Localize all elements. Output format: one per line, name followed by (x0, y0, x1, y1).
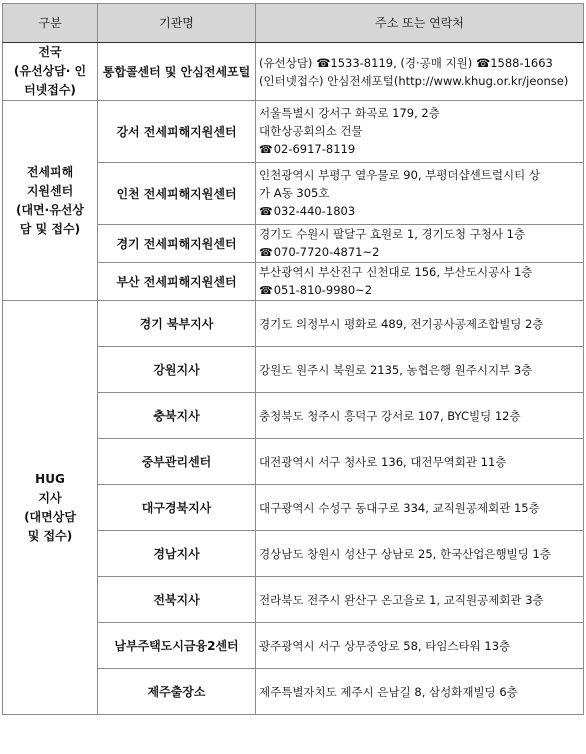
organization-name: 인천 전세피해지원센터 (98, 163, 256, 225)
organization-name: 전북지사 (98, 577, 256, 623)
category-line: 지사 (38, 490, 62, 505)
address-line: 강원도 원주시 북원로 2135, 농협은행 원주시지부 3층 (259, 362, 533, 377)
header-category: 구분 (3, 4, 98, 43)
address-contact-cell (256, 485, 584, 531)
address-contact-cell (256, 347, 584, 393)
category-cell (3, 301, 98, 715)
category-line: 터넷접수) (24, 83, 76, 97)
phone-icon: ☎ (259, 205, 273, 218)
table-row (3, 301, 584, 347)
address-contact-cell (256, 43, 584, 101)
organization-name: 제주출장소 (98, 669, 256, 715)
category-line: 지원센터 (26, 183, 74, 198)
organization-name: 강원지사 (98, 347, 256, 393)
address-line: 제주특별자치도 제주시 은남길 8, 삼성화재빌딩 6층 (259, 684, 518, 699)
address-line: 서울특별시 강서구 화곡로 179, 2층 (259, 106, 440, 120)
address-line: 전라북도 전주시 완산구 온고을로 1, 교직원공제회관 3층 (259, 592, 544, 607)
address-contact-cell (256, 439, 584, 485)
phone-number: 032-440-1803 (273, 204, 356, 218)
category-line: 담 및 접수) (19, 221, 81, 236)
phone-icon: ☎ (259, 143, 273, 156)
category-line: 전세피해 (26, 164, 74, 179)
phone-number: 070-7720-4871~2 (273, 245, 380, 259)
address-contact-cell (256, 531, 584, 577)
address-line: 광주광역시 서구 상무중앙로 58, 타임스타워 13층 (259, 638, 511, 653)
address-contact-cell (256, 225, 584, 263)
table-row (3, 101, 584, 163)
phone-line (259, 281, 580, 300)
organization-name: 중부관리센터 (98, 439, 256, 485)
organization-name: 남부주택도시금융2센터 (98, 623, 256, 669)
address-line: 인천광역시 부평구 열우물로 90, 부평더샵센트럴시티 상 (259, 168, 540, 182)
address-contact-cell (256, 577, 584, 623)
address-contact-cell (256, 163, 584, 225)
table-body (3, 43, 584, 715)
category-line: (대면상담 (24, 509, 76, 524)
address-line: 가 A동 305호 (259, 186, 330, 200)
address-contact-cell (256, 393, 584, 439)
organization-name: 대구경북지사 (98, 485, 256, 531)
phone-icon: ☎ (259, 284, 273, 297)
address-contact-cell (256, 301, 584, 347)
address-line: 대구광역시 수성구 동대구로 334, 교직원공제회관 15층 (259, 500, 540, 515)
address-line: 경기도 수원시 팔달구 효원로 1, 경기도청 구청사 1층 (259, 227, 526, 241)
address-line: 경기도 의정부시 평화로 489, 전기공사공제조합빌딩 2층 (259, 316, 544, 331)
address-line: (인터넷접수) 안심전세포털(http://www.khug.or.kr/jeonse) (259, 73, 569, 88)
phone-number: 051-810-9980~2 (273, 283, 373, 297)
category-line: 전국 (38, 45, 62, 59)
address-contact-cell (256, 263, 584, 301)
address-line: 충청북도 청주시 흥덕구 강서로 107, BYC빌딩 12층 (259, 408, 521, 423)
phone-line (259, 202, 580, 221)
table-row (3, 43, 584, 101)
header-organization: 기관명 (98, 4, 256, 43)
header-address-contact: 주소 또는 연락처 (256, 4, 584, 43)
table-header-row (3, 4, 584, 43)
phone-number: 02-6917-8119 (273, 142, 356, 156)
organization-name: 충북지사 (98, 393, 256, 439)
phone-line (259, 243, 580, 262)
address-line: 경상남도 창원시 성산구 상남로 25, 한국산업은행빌딩 1층 (259, 546, 551, 561)
address-line: 부산광역시 부산진구 신천대로 156, 부산도시공사 1층 (259, 265, 533, 279)
category-line: 및 접수) (27, 528, 73, 543)
address-line: 대한상공회의소 건물 (259, 124, 363, 138)
organization-name: 경기 전세피해지원센터 (98, 225, 256, 263)
address-line: 대전광역시 서구 청사로 136, 대전무역회관 11층 (259, 454, 507, 469)
address-contact-cell (256, 101, 584, 163)
phone-line (259, 140, 580, 159)
organization-name: 강서 전세피해지원센터 (98, 101, 256, 163)
phone-icon: ☎ (259, 246, 273, 259)
organization-name: 경기 북부지사 (98, 301, 256, 347)
category-cell (3, 43, 98, 101)
category-line: (대면·유선상 (15, 202, 84, 217)
address-line: (유선상담) ☎1533-8119, (경·공매 지원) ☎1588-1663 (259, 55, 553, 70)
category-line: HUG (35, 471, 65, 486)
category-cell (3, 101, 98, 301)
organization-name: 통합콜센터 및 안심전세포털 (98, 43, 256, 101)
contacts-table (2, 3, 584, 715)
organization-name: 경남지사 (98, 531, 256, 577)
organization-name: 부산 전세피해지원센터 (98, 263, 256, 301)
address-contact-cell (256, 669, 584, 715)
category-line: (유선상담· 인 (13, 64, 87, 78)
address-contact-cell (256, 623, 584, 669)
